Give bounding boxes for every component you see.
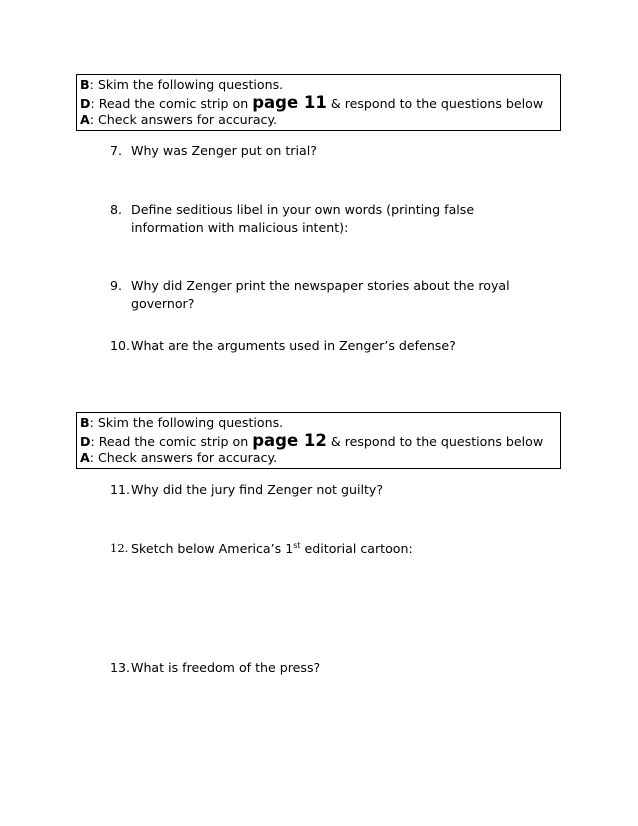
- question-text-after: editorial cartoon:: [300, 541, 413, 556]
- question-text: [131, 540, 550, 558]
- instruction-skim-text: : Skim the following questions.: [89, 415, 284, 430]
- instruction-key-d: D: [80, 95, 91, 111]
- instruction-check: [80, 111, 560, 129]
- instruction-key-d: D: [80, 433, 91, 449]
- question-text: Why did the jury find Zenger not guilty?: [131, 482, 384, 497]
- instruction-read: [80, 94, 560, 112]
- question-number: 12.: [110, 541, 129, 555]
- instruction-key-a: A: [80, 112, 90, 127]
- instruction-skim-text: : Skim the following questions.: [89, 77, 284, 92]
- instruction-read-text-after: & respond to the questions below: [326, 95, 544, 111]
- question-text: Why was Zenger put on trial?: [131, 143, 317, 158]
- instruction-key-a: A: [80, 450, 90, 465]
- question-number: 13.: [110, 660, 131, 675]
- question-9: [110, 277, 550, 312]
- instruction-skim: [80, 76, 560, 94]
- question-number: 9.: [110, 278, 123, 293]
- instruction-box-page-12: [76, 412, 561, 469]
- instruction-read-text: : Read the comic strip on: [90, 433, 253, 449]
- question-number: 10.: [110, 338, 131, 353]
- question-7: [110, 142, 550, 160]
- question-text: Why did Zenger print the newspaper stories about the royal governor?: [131, 278, 510, 311]
- instruction-box-page-11: [76, 74, 561, 131]
- question-number: 11.: [110, 482, 131, 497]
- question-number: 7.: [110, 143, 123, 158]
- instruction-read-text-after: & respond to the questions below: [326, 433, 544, 449]
- question-11: [110, 481, 550, 499]
- question-10: [110, 337, 550, 355]
- page-reference: page 12: [252, 430, 327, 450]
- question-12: [110, 540, 550, 558]
- instruction-read-text: : Read the comic strip on: [90, 95, 253, 111]
- instruction-key-b: B: [80, 415, 90, 430]
- question-text: What are the arguments used in Zenger’s defense?: [131, 338, 456, 353]
- instruction-key-b: B: [80, 77, 90, 92]
- question-text: What is freedom of the press?: [131, 660, 321, 675]
- instruction-check: [80, 449, 560, 467]
- page-reference: page 11: [252, 92, 327, 112]
- question-8: [110, 201, 550, 236]
- question-13: [110, 659, 550, 677]
- question-text: Define seditious libel in your own words (printing false information with malicious intent):: [131, 202, 475, 235]
- question-number: 8.: [110, 202, 123, 217]
- ordinal-superscript: st: [293, 540, 301, 550]
- instruction-skim: [80, 414, 560, 432]
- instruction-check-text: : Check answers for accuracy.: [89, 450, 278, 465]
- instruction-check-text: : Check answers for accuracy.: [89, 112, 278, 127]
- instruction-read: [80, 432, 560, 450]
- question-text-before: Sketch below America’s 1: [131, 541, 294, 556]
